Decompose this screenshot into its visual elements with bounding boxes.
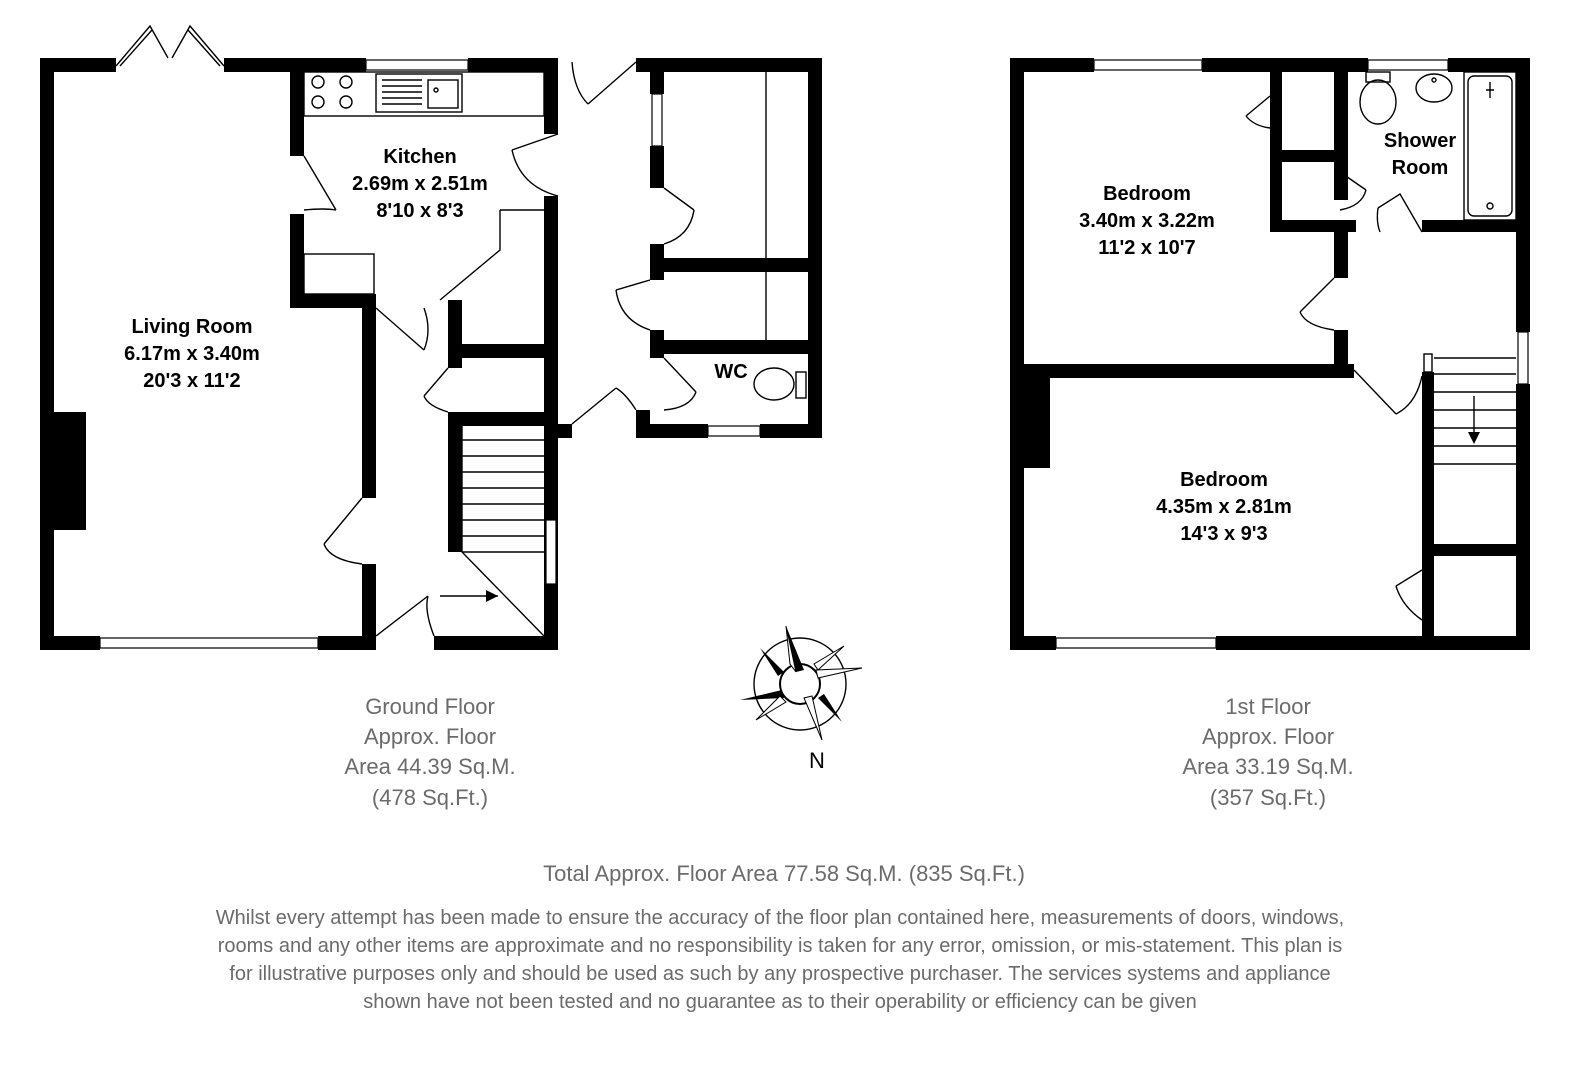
compass-north-label: N [809, 748, 825, 773]
first-floor-caption-4: (357 Sq.Ft.) [1209, 785, 1327, 810]
disclaimer-text: Whilst every attempt has been made to ensure the accuracy of the floor plan contained here, measurements of doors, windows, rooms and any other items are approximate and no responsibility is taken for any error, omission, or mis-statement. This plan is for illustrative purposes only and should be used as such by any prospective purchaser. The services systems and appliance shown have not been tested and no guarantee as to their operability or efficiency can be given [215, 907, 1345, 1013]
toilet-icon [1360, 72, 1396, 124]
ground-floor-caption-3: Area 44.39 Sq.M. [344, 754, 516, 779]
bedroom2-imperial: 14'3 x 9'3 [1180, 523, 1268, 545]
living-room-imperial: 20'3 x 11'2 [143, 370, 241, 392]
living-room-metric: 6.17m x 3.40m [124, 343, 260, 365]
first-floor-caption-1: 1st Floor [1225, 694, 1311, 719]
kitchen-metric: 2.69m x 2.51m [352, 173, 488, 195]
ground-floor-plan [40, 26, 822, 650]
total-floor-area: Total Approx. Floor Area 77.58 Sq.M. (835 Sq.Ft.) [543, 861, 1025, 886]
shower-tray-icon [1464, 72, 1516, 220]
living-room-name: Living Room [131, 316, 253, 338]
bedroom2-name: Bedroom [1180, 469, 1268, 491]
bedroom1-name: Bedroom [1103, 183, 1191, 205]
first-floor-caption-2: Approx. Floor [1201, 724, 1335, 749]
wc-name: WC [714, 361, 748, 383]
bedroom1-metric: 3.40m x 3.22m [1079, 210, 1215, 232]
shower-room-name: Shower [1383, 130, 1457, 152]
hob-icon [312, 76, 352, 108]
ground-floor-caption-4: (478 Sq.Ft.) [371, 785, 489, 810]
bedroom1-imperial: 11'2 x 10'7 [1098, 237, 1196, 259]
kitchen-imperial: 8'10 x 8'3 [376, 200, 464, 222]
ground-floor-caption-1: Ground Floor [365, 694, 495, 719]
toilet-icon [754, 368, 806, 400]
shower-room-name-line2: Room [1391, 157, 1449, 179]
ground-floor-caption-2: Approx. Floor [363, 724, 497, 749]
sink-icon [376, 74, 462, 112]
bedroom2-metric: 4.35m x 2.81m [1156, 496, 1292, 518]
kitchen-name: Kitchen [383, 146, 457, 168]
basin-icon [1416, 74, 1452, 102]
compass-icon [740, 626, 862, 740]
first-stairs [1424, 354, 1516, 464]
first-floor-caption-3: Area 33.19 Sq.M. [1182, 754, 1354, 779]
